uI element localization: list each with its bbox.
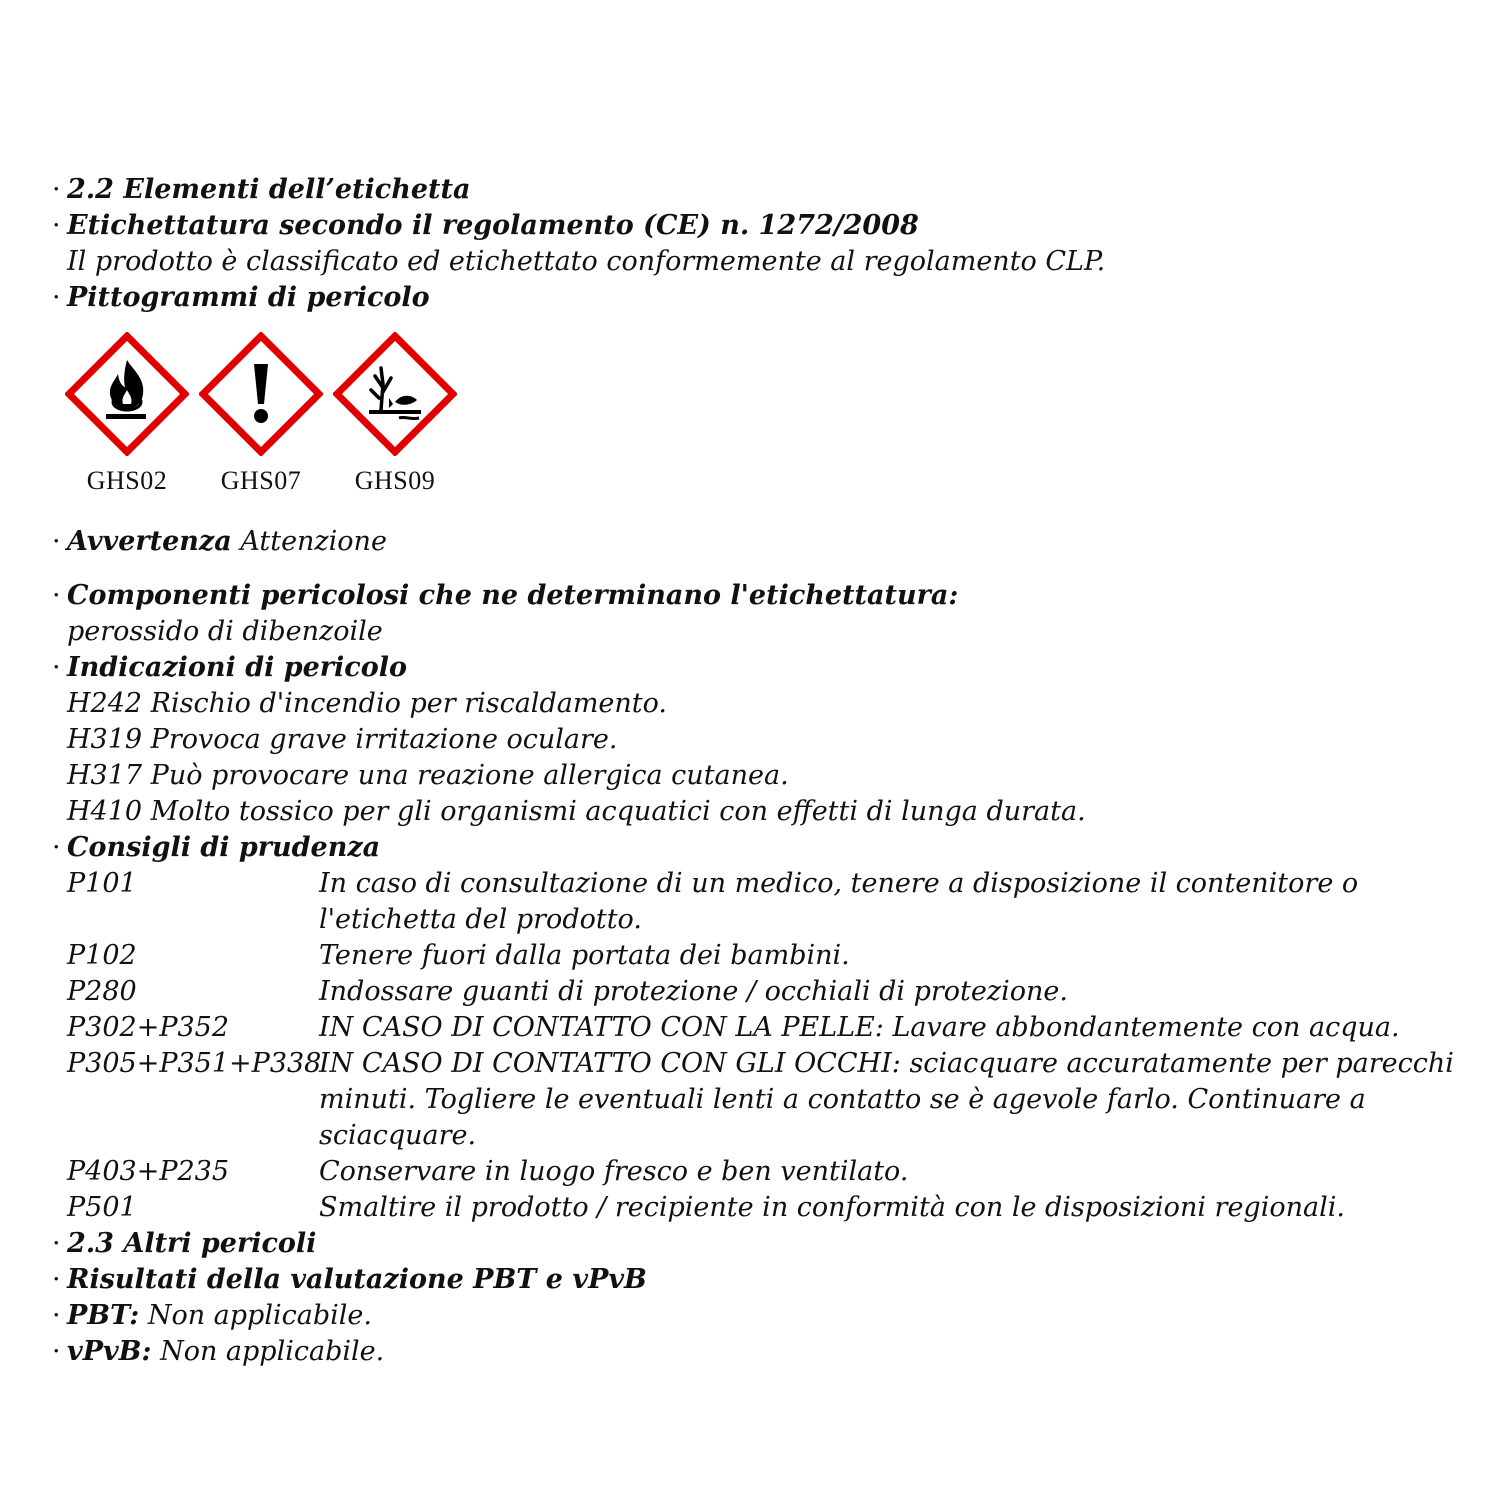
sds-section-2	[52, 172, 1472, 1370]
precaution-text: IN CASO DI CONTATTO CON LA PELLE: Lavare abbondantemente con acqua.	[319, 1012, 1400, 1043]
bullet: ·	[52, 174, 61, 205]
vpvb-result: · vPvB: Non applicabile.	[52, 1334, 1472, 1370]
bullet: ·	[52, 1300, 61, 1331]
precaution-code: P403+P235	[67, 1156, 230, 1187]
precaution-text: Smaltire il prodotto / recipiente in conformità con le disposizioni regionali.	[319, 1192, 1345, 1223]
hazard-statement: H317 Può provocare una reazione allergica cutanea.	[67, 760, 789, 791]
bullet: ·	[52, 1228, 61, 1259]
section-2-2-title: · 2.2 Elementi dell’etichetta	[52, 172, 1472, 208]
pictogram-code: GHS02	[86, 466, 168, 495]
pbt-heading: · Risultati della valutazione PBT e vPvB	[52, 1262, 1472, 1298]
precaution-text: Tenere fuori dalla portata dei bambini.	[319, 940, 850, 971]
bullet: ·	[52, 652, 61, 683]
section-2-3-title: · 2.3 Altri pericoli	[52, 1226, 1472, 1262]
bullet: ·	[52, 580, 61, 611]
labeling-text: Il prodotto è classificato ed etichettato conformemente al regolamento CLP.	[67, 246, 1106, 277]
pictogram-ghs09	[333, 332, 457, 496]
hazard-statement: H319 Provoca grave irritazione oculare.	[67, 724, 618, 755]
hazard-heading: · Indicazioni di pericolo	[52, 650, 1472, 686]
precaution-code: P305+P351+P338	[67, 1048, 322, 1079]
bullet: ·	[52, 526, 61, 557]
precaution-code: P102	[67, 940, 137, 971]
precaution-row	[52, 1154, 1472, 1190]
pictogram-ghs07	[199, 332, 323, 496]
components-text: perossido di dibenzoile	[67, 616, 383, 647]
precaution-code: P280	[67, 976, 137, 1007]
environment-icon	[333, 332, 457, 456]
precaution-row	[52, 1010, 1472, 1046]
exclamation-mark-icon	[199, 332, 323, 456]
pictogram-code: GHS09	[354, 466, 436, 495]
precaution-text: IN CASO DI CONTATTO CON GLI OCCHI: sciacquare accuratamente per parecchi minuti. Togliere le eventuali lenti a contatto se è agevole farlo. Continuare a sciacquare.	[319, 1048, 1454, 1151]
hazard-statement: H242 Rischio d'incendio per riscaldamento.	[67, 688, 668, 719]
precaution-heading: · Consigli di prudenza	[52, 830, 1472, 866]
precaution-row	[52, 1190, 1472, 1226]
precaution-row	[52, 938, 1472, 974]
precaution-text: Conservare in luogo fresco e ben ventilato.	[319, 1156, 909, 1187]
components-heading: · Componenti pericolosi che ne determinano l'etichettatura:	[52, 578, 1472, 614]
precaution-code: P501	[67, 1192, 137, 1223]
precaution-text: In caso di consultazione di un medico, tenere a disposizione il contenitore o l'etichetta del prodotto.	[319, 868, 1359, 935]
pictograms-heading: · Pittogrammi di pericolo	[52, 280, 1472, 316]
bullet: ·	[52, 1336, 61, 1367]
pictogram-ghs02	[65, 332, 189, 496]
bullet: ·	[52, 832, 61, 863]
precaution-code: P101	[67, 868, 137, 899]
bullet: ·	[52, 282, 61, 313]
precaution-row	[52, 974, 1472, 1010]
bullet: ·	[52, 210, 61, 241]
hazard-pictograms	[52, 332, 1472, 496]
precaution-text: Indossare guanti di protezione / occhiali di protezione.	[319, 976, 1068, 1007]
labeling-heading: · Etichettatura secondo il regolamento (CE) n. 1272/2008	[52, 208, 1472, 244]
bullet: ·	[52, 1264, 61, 1295]
hazard-statement: H410 Molto tossico per gli organismi acquatici con effetti di lunga durata.	[67, 796, 1086, 827]
pbt-result: · PBT: Non applicabile.	[52, 1298, 1472, 1334]
flame-icon	[65, 332, 189, 456]
signal-word: · Avvertenza Attenzione	[52, 524, 1472, 560]
precaution-row	[52, 1046, 1472, 1154]
precaution-code: P302+P352	[67, 1012, 230, 1043]
pictogram-code: GHS07	[220, 466, 302, 495]
precaution-row	[52, 866, 1472, 938]
